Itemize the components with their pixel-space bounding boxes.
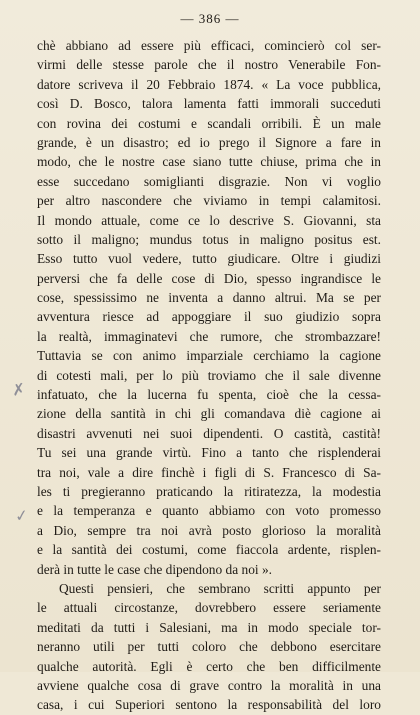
text-line-14: cose, spessissimo ne inventa a danno altrui. Ma se per [37, 290, 381, 306]
text-line-30: le attuali circostanze, dovrebbero essere seriamente [37, 600, 381, 616]
text-line-24: les ti pregieranno praticando la ritiratezza, la modestia [37, 483, 381, 499]
text-line-17: Tuttavia se con animo imparziale cerchiamo la cagione [37, 348, 381, 364]
text-line-5: con rovina dei costumi e scandali orribili. È un male [37, 115, 381, 131]
text-line-35: casa, i cui Superiori sentono la responsabilità del loro [37, 697, 381, 713]
text-line-9: per altro nascondere che viviamo in tempi calamitosi. [37, 193, 381, 209]
text-line-23: tra noi, vale a dire finchè i figli di S. Francesco di Sa- [37, 464, 381, 480]
text-line-11: sotto il maligno; mundus totus in maligno positus est. [37, 231, 381, 247]
text-line-12: Esso tutto vuol vedere, tutto giudicare. Oltre i giudizi [37, 251, 381, 267]
text-line-13: perversi che fa delle cose di Dio, spesso ingrandisce le [37, 270, 381, 286]
text-line-31: meditati da tutti i Salesiani, ma in modo speciale tor- [37, 619, 381, 635]
text-line-15: avventura riesce ad appoggiare il suo giudizio sopra [37, 309, 381, 325]
text-line-25: e la temperanza e quanto abbiamo con voto promesso [37, 503, 381, 519]
text-line-16: la realtà, immaginatevi che rumore, che strombazzare! [37, 328, 381, 344]
body-text [37, 36, 381, 715]
text-line-1: chè abbiano ad essere più efficaci, comincierò col ser- [37, 38, 381, 53]
text-line-28: derà in tutte le case che dipendono da noi ». [37, 561, 272, 577]
pencil-check-mark-icon: ✓ [13, 505, 30, 526]
text-line-33: qualche autorità. Egli è certo che ben difficilmente [37, 658, 381, 674]
text-line-32: neranno utili per tutti coloro che debbono esercitare [37, 639, 381, 655]
text-line-34: avviene qualche cosa di grave contro la moralità in una [37, 677, 381, 693]
text-line-26: a Dio, sempre tra noi avrà posto glorioso la moralità [37, 522, 381, 538]
text-line-18: di cotesti mali, per lo più troviamo che il sale divenne [37, 367, 381, 383]
text-line-19: infatuato, che la lucerna fu spenta, cioè che la cessa- [37, 387, 381, 403]
text-line-10: Il mondo attuale, come ce lo descrive S. Giovanni, sta [37, 212, 381, 228]
text-line-7: modo, che le nostre case siano tutte chiuse, prima che in [37, 154, 381, 170]
text-line-27: e la santità dei costumi, come fiaccola ardente, risplen- [37, 542, 381, 558]
text-line-6: grande, è un disastro; ed io prego il Signore a fare in [37, 134, 381, 150]
text-line-20: zione della santità in chi gli comandava diè cagione ai [37, 406, 381, 422]
text-line-8: esse succedano somiglianti disgrazie. Non vi voglio [37, 173, 381, 189]
text-line-2: virmi delle stesse parole che il nostro Venerabile Fon- [37, 57, 381, 73]
text-line-29: Questi pensieri, che sembrano scritti appunto per [59, 580, 381, 596]
page-number: — 386 — [180, 11, 240, 26]
text-line-4: così D. Bosco, talora lamenta fatti immorali succeduti [37, 96, 381, 112]
text-line-3: datore scriveva il 20 Febbraio 1874. « La voce pubblica, [37, 76, 381, 92]
text-line-22: Tu sei una grande virtù. Fino a tanto che risplenderai [37, 445, 381, 461]
pencil-x-mark-icon: ✗ [10, 379, 27, 400]
text-line-21: disastri avvenuti nei suoi dipendenti. O castità, castità! [37, 425, 381, 441]
